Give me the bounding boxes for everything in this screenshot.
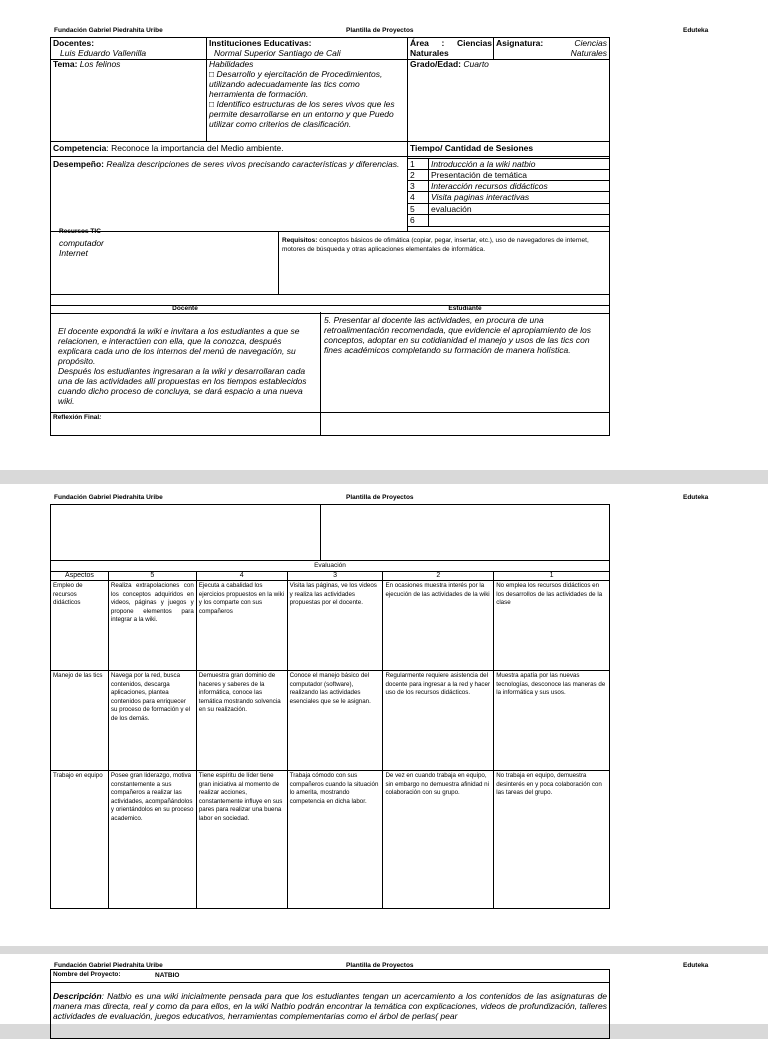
table-row (51, 671, 610, 771)
nombre-label: Nombre del Proyecto: (53, 971, 121, 978)
recursos-label: Recursos TIC (59, 228, 101, 235)
recursos-item-2: Internet (59, 248, 88, 258)
nombre-value: NATBIO (155, 972, 180, 979)
tema-value: Los felinos (79, 59, 121, 69)
session-number: 3 (410, 181, 415, 191)
session-number: 5 (410, 204, 415, 214)
rubric-cell: Navega por la red, busca contenidos, descarga aplicaciones, plantea contenidos para enriquecer su proceso de formación y el de los demás. (108, 671, 196, 771)
rubric-cell: No trabaja en equipo, demuestra desinterés en y poca colaboración con las tareas del grupo. (494, 771, 610, 909)
rubric-cell: Regularmente requiere asistencia del docente para ingresar a la red y hacer uso de los recursos didácticos. (383, 671, 494, 771)
session-text: evaluación (431, 204, 472, 214)
header-foundation: Fundación Gabriel Piedrahita Uribe (54, 962, 163, 969)
docente-paragraph-2: Después los estudiantes ingresaran a la wiki y desarrollaran cada una de las actividades allí propuestas en los tiempos establecidos cuando dicho proceso de concluya, se dará espacio a una nueva wiki. (58, 366, 307, 406)
header-eduteka: Eduteka (683, 27, 709, 34)
column-header: 2 (383, 572, 494, 581)
desempeno-value: Realiza descripciones de seres vivos precisando características y diferencias. (106, 159, 400, 169)
session-number: 4 (410, 192, 415, 202)
grado-value: Cuarto (463, 59, 489, 69)
header-foundation: Fundación Gabriel Piedrahita Uribe (54, 494, 163, 501)
session-text: Visita paginas interactivas (431, 192, 530, 202)
evaluacion-title: Evaluación (50, 560, 610, 571)
tema-label: Tema: (53, 59, 78, 69)
header-eduteka: Eduteka (683, 494, 709, 501)
habilidades-title: Habilidades (209, 59, 254, 69)
rubric-cell: Tiene espíritu de líder tiene gran iniciativa al momento de realizar acciones, constantemente influye en sus pares para realizar una buena labor en sociedad. (196, 771, 287, 909)
rubric-cell: Conoce el manejo básico del computador (software), realizando las actividades esenciales que se le asignan. (287, 671, 383, 771)
descripcion-label: Descripción (53, 991, 102, 1001)
session-text: Presentación de temática (431, 170, 527, 180)
docente-paragraph-1: El docente expondrá la wiki e invitara a los estudiantes a que se relacionen, e interactúen con ella, que la conozca, después explicara cada uno de los internos del menú de navegación, su propósito. (58, 326, 300, 366)
page-1 (0, 0, 768, 470)
continuation-box (50, 504, 610, 561)
docente-text (58, 326, 316, 406)
header-template: Plantilla de Proyectos (346, 962, 414, 969)
instituciones-value: Normal Superior Santiago de Cali (214, 48, 341, 58)
rubric-cell: Ejecuta a cabalidad los ejercicios propuestos en la wiki y los comparte con sus compañeros (196, 581, 287, 671)
habilidades-block (209, 59, 405, 129)
session-number: 1 (410, 159, 415, 169)
tiempo-label: Tiempo/ Cantidad de Sesiones (410, 143, 534, 153)
aspecto-cell: Empleo de recursos didácticos (51, 581, 109, 671)
requisitos-value: conceptos básicos de ofimática (copiar, pegar, insertar, etc.), uso de navegadores de internet, motores de búsqueda y otras aplicaciones elementales de informática. (282, 237, 589, 253)
estudiante-text: 5. Presentar al docente las actividades, en procura de una retroalimentación recomendada, que evidencie el apropiamiento de los conceptos, adoptar en su cotidianidad el manejo y usos de las tics con fines académicos completando su formación de manera holística. (324, 315, 591, 355)
table-row (51, 581, 610, 671)
rubric-cell: Realiza extrapolaciones con los conceptos adquiridos en videos, páginas y juegos y propone elementos para integrar a la wiki. (108, 581, 196, 671)
reflexion-colon: : (99, 414, 102, 421)
table-row (51, 771, 610, 909)
evaluation-rubric-table (50, 571, 610, 909)
grado-field (410, 59, 489, 69)
rubric-cell: Visita las páginas, ve los videos y realiza las actividades propuestas por el docente. (287, 581, 383, 671)
column-header: 4 (196, 572, 287, 581)
rubric-cell: Demuestra gran dominio de haceres y saberes de la informática, conoce las temática mostrando solvencia en su realización. (196, 671, 287, 771)
requisitos-label: Requisitos: (282, 237, 318, 244)
docente-header: Docente (172, 305, 198, 312)
reflexion-field (53, 413, 101, 422)
estudiante-header: Estudiante (448, 305, 482, 312)
competencia-field (53, 143, 284, 153)
rubric-header-row (51, 572, 610, 581)
recursos-item-1: computador (59, 238, 104, 248)
session-text: Introducción a la wiki natbio (431, 159, 536, 169)
header-template: Plantilla de Proyectos (346, 494, 414, 501)
rubric-cell: Muestra apatía por las nuevas tecnologías, desconoce las maneras de la informática y sus usos. (494, 671, 610, 771)
desempeno-field (53, 159, 404, 169)
docentes-label: Docentes: (53, 38, 95, 48)
descripcion-value: : Natbio es una wiki inicialmente pensada para que los estudiantes tengan un acercamiento a los contenidos de las asignaturas de manera mas directa, real y como da para ellos, en la wiki Natbio podrán encontrar la temática con explicaciones, videos de profundización, talleres actividades de evaluación, juegos educativos, herramientas complementarias como el árbol de perlas( pear (53, 991, 607, 1021)
area-label: Área : Ciencias Naturales (410, 38, 492, 58)
asignatura-label: Asignatura: (496, 38, 544, 48)
page-2 (0, 484, 768, 946)
header-foundation: Fundación Gabriel Piedrahita Uribe (54, 27, 163, 34)
column-header: 5 (108, 572, 196, 581)
header-template: Plantilla de Proyectos (346, 27, 414, 34)
tema-field (53, 59, 120, 69)
column-header: 1 (494, 572, 610, 581)
requisitos-field (282, 236, 604, 254)
desempeno-label: Desempeño: (53, 159, 105, 169)
habilidades-item-1: □ Desarrollo y ejercitación de Procedimientos, utilizando adecuadamente las tics como herramienta de formación. (209, 69, 383, 99)
grado-label: Grado/Edad: (410, 59, 462, 69)
rubric-cell: No emplea los recursos didácticos en los desarrollos de las actividades de la clase (494, 581, 610, 671)
competencia-label: Competencia (53, 143, 107, 153)
descripcion-field (53, 991, 607, 1021)
instituciones-label: Instituciones Educativas: (209, 38, 312, 48)
rubric-cell: Posee gran liderazgo, motiva constantemente a sus compañeros a realizar las actividades, acompañándolos y orientándolos en su proceso academico. (108, 771, 196, 909)
session-number: 2 (410, 170, 415, 180)
rubric-cell: Trabaja cómodo con sus compañeros cuando la situación lo amerita, mostrando competencia en dicha labor. (287, 771, 383, 909)
asignatura-value: Ciencias Naturales (570, 38, 607, 58)
reflexion-label: Reflexión Final (53, 414, 100, 421)
column-header: 3 (287, 572, 383, 581)
header-eduteka: Eduteka (683, 962, 709, 969)
rubric-cell: En ocasiones muestra interés por la ejecución de las actividades de la wiki (383, 581, 494, 671)
competencia-value: : Reconoce la importancia del Medio ambiente. (106, 143, 284, 153)
aspecto-cell: Manejo de las tics (51, 671, 109, 771)
page-3 (0, 954, 768, 1024)
column-header: Aspectos (51, 572, 109, 581)
aspecto-cell: Trabajo en equipo (51, 771, 109, 909)
rubric-cell: De vez en cuando trabaja en equipo, sin embargo no demuestra afinidad ni colaboración con su grupo. (383, 771, 494, 909)
docentes-value: Luis Eduardo Vallenilla (60, 48, 147, 58)
session-text: Interacción recursos didácticos (431, 181, 548, 191)
session-number: 6 (410, 215, 415, 225)
habilidades-item-2: □ Identifico estructuras de los seres vivos que les permite desarrollarse en un entorno y que Puedo utilizar como criterios de clasificación. (209, 99, 395, 129)
